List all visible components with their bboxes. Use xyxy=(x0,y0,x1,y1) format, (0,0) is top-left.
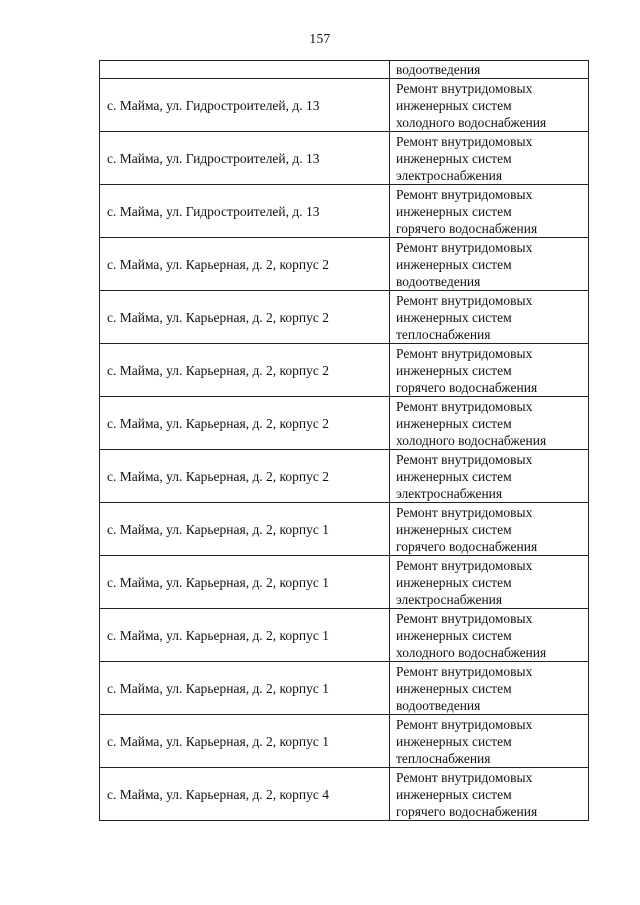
address-cell: с. Майма, ул. Гидростроителей, д. 13 xyxy=(100,132,390,185)
table-row xyxy=(100,715,589,768)
work-line: Ремонт внутридомовых xyxy=(396,292,533,308)
work-cell xyxy=(390,715,589,768)
work-line: теплоснабжения xyxy=(396,750,491,766)
table-row xyxy=(100,609,589,662)
address-cell: с. Майма, ул. Гидростроителей, д. 13 xyxy=(100,79,390,132)
address-cell: с. Майма, ул. Карьерная, д. 2, корпус 1 xyxy=(100,662,390,715)
work-line: горячего водоснабжения xyxy=(396,803,538,819)
table-row xyxy=(100,768,589,821)
address-cell: с. Майма, ул. Карьерная, д. 2, корпус 1 xyxy=(100,715,390,768)
work-line: горячего водоснабжения xyxy=(396,379,538,395)
address-cell: с. Майма, ул. Гидростроителей, д. 13 xyxy=(100,185,390,238)
work-line: инженерных систем xyxy=(396,309,512,325)
work-line: инженерных систем xyxy=(396,150,512,166)
work-cell xyxy=(390,238,589,291)
address-cell: с. Майма, ул. Карьерная, д. 2, корпус 1 xyxy=(100,609,390,662)
table-row xyxy=(100,79,589,132)
work-line: водоотведения xyxy=(396,62,481,77)
work-line: Ремонт внутридомовых xyxy=(396,451,533,467)
work-cell xyxy=(390,61,589,79)
work-cell xyxy=(390,132,589,185)
work-line: Ремонт внутридомовых xyxy=(396,239,533,255)
work-line: Ремонт внутридомовых xyxy=(396,769,533,785)
address-cell: с. Майма, ул. Карьерная, д. 2, корпус 4 xyxy=(100,768,390,821)
work-cell xyxy=(390,397,589,450)
work-cell xyxy=(390,185,589,238)
work-line: холодного водоснабжения xyxy=(396,432,547,448)
work-line: Ремонт внутридомовых xyxy=(396,345,533,361)
work-line: Ремонт внутридомовых xyxy=(396,663,533,679)
work-cell xyxy=(390,609,589,662)
work-line: инженерных систем xyxy=(396,97,512,113)
work-line: Ремонт внутридомовых xyxy=(396,398,533,414)
work-cell xyxy=(390,662,589,715)
work-line: Ремонт внутридомовых xyxy=(396,80,533,96)
work-cell xyxy=(390,79,589,132)
work-line: горячего водоснабжения xyxy=(396,220,538,236)
work-line: теплоснабжения xyxy=(396,326,491,342)
address-cell: с. Майма, ул. Карьерная, д. 2, корпус 2 xyxy=(100,397,390,450)
work-line: инженерных систем xyxy=(396,256,512,272)
work-line: инженерных систем xyxy=(396,574,512,590)
table-row xyxy=(100,132,589,185)
work-line: горячего водоснабжения xyxy=(396,538,538,554)
work-line: Ремонт внутридомовых xyxy=(396,504,533,520)
table-row xyxy=(100,344,589,397)
work-cell xyxy=(390,344,589,397)
work-cell xyxy=(390,503,589,556)
work-line: инженерных систем xyxy=(396,733,512,749)
work-cell xyxy=(390,450,589,503)
work-line: водоотведения xyxy=(396,273,481,289)
table-row xyxy=(100,556,589,609)
work-line: холодного водоснабжения xyxy=(396,644,547,660)
table-row xyxy=(100,291,589,344)
work-line: водоотведения xyxy=(396,697,481,713)
work-line: Ремонт внутридомовых xyxy=(396,133,533,149)
work-cell xyxy=(390,768,589,821)
table-row xyxy=(100,185,589,238)
page-number: 157 xyxy=(309,31,331,46)
work-line: Ремонт внутридомовых xyxy=(396,716,533,732)
address-cell: с. Майма, ул. Карьерная, д. 2, корпус 2 xyxy=(100,291,390,344)
address-cell: с. Майма, ул. Карьерная, д. 2, корпус 1 xyxy=(100,556,390,609)
work-line: инженерных систем xyxy=(396,468,512,484)
work-line: инженерных систем xyxy=(396,786,512,802)
work-line: Ремонт внутридомовых xyxy=(396,557,533,573)
work-line: инженерных систем xyxy=(396,627,512,643)
work-line: инженерных систем xyxy=(396,521,512,537)
work-line: электроснабжения xyxy=(396,591,503,607)
work-line: Ремонт внутридомовых xyxy=(396,610,533,626)
work-line: инженерных систем xyxy=(396,415,512,431)
work-line: инженерных систем xyxy=(396,203,512,219)
work-cell xyxy=(390,556,589,609)
address-cell: с. Майма, ул. Карьерная, д. 2, корпус 2 xyxy=(100,238,390,291)
work-line: Ремонт внутридомовых xyxy=(396,186,533,202)
table-row xyxy=(100,450,589,503)
work-line: инженерных систем xyxy=(396,362,512,378)
works-table xyxy=(99,60,589,821)
work-cell xyxy=(390,291,589,344)
work-line: холодного водоснабжения xyxy=(396,114,547,130)
address-cell: с. Майма, ул. Карьерная, д. 2, корпус 1 xyxy=(100,503,390,556)
work-line: инженерных систем xyxy=(396,680,512,696)
table-row xyxy=(100,397,589,450)
table-row-continuation xyxy=(100,61,589,79)
table-row xyxy=(100,238,589,291)
address-cell: с. Майма, ул. Карьерная, д. 2, корпус 2 xyxy=(100,344,390,397)
table-row xyxy=(100,662,589,715)
table-row xyxy=(100,503,589,556)
address-cell: с. Майма, ул. Карьерная, д. 2, корпус 2 xyxy=(100,450,390,503)
address-cell xyxy=(100,61,390,79)
work-line: электроснабжения xyxy=(396,485,503,501)
works-table-body xyxy=(100,61,589,821)
work-line: электроснабжения xyxy=(396,167,503,183)
